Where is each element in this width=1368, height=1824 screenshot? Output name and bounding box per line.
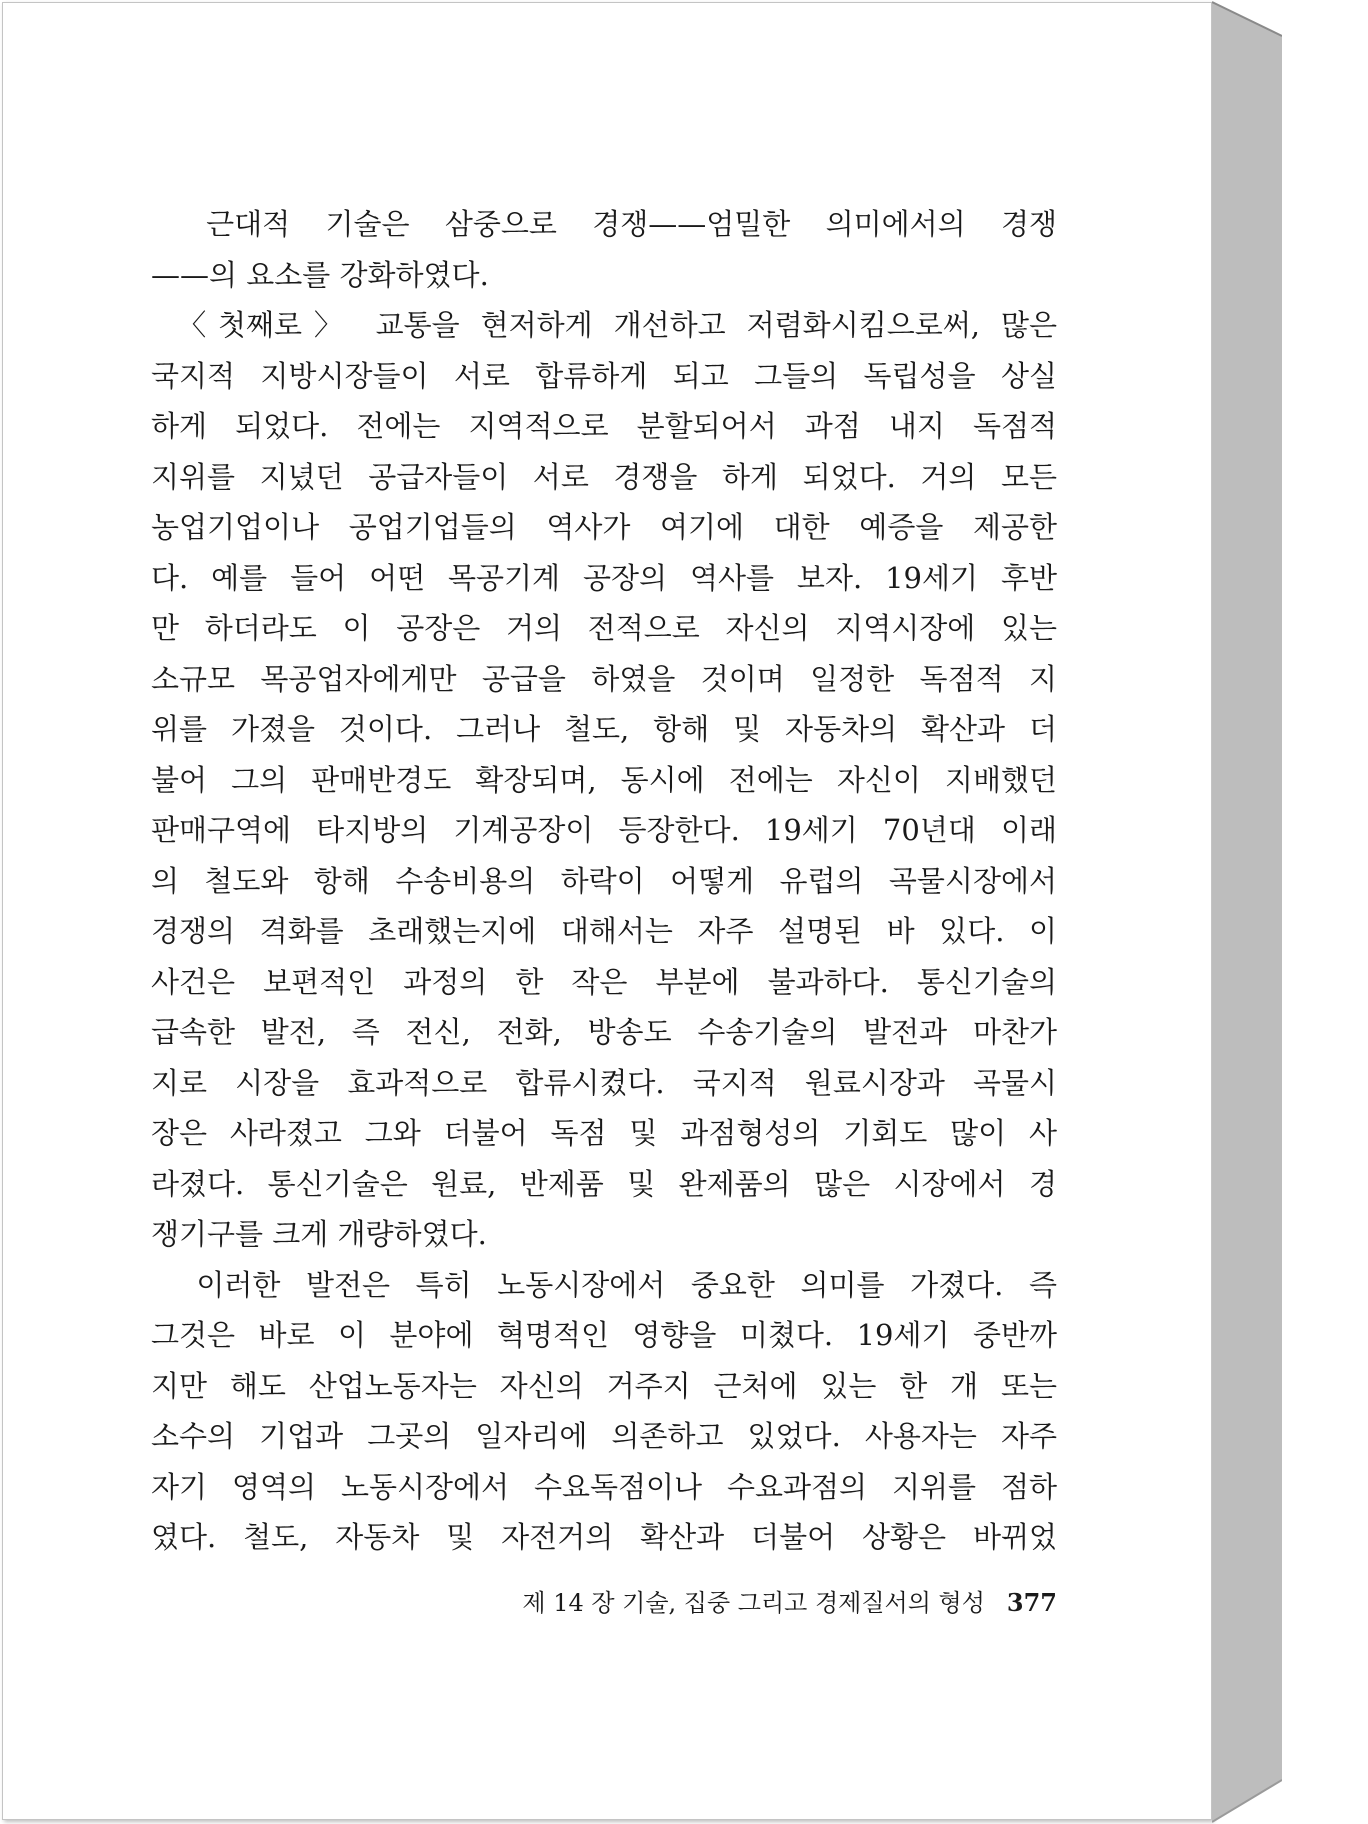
text-line: 판매구역에 타지방의 기계공장이 등장한다. 19세기 70년대 이래: [151, 813, 1057, 847]
book-edge-shape: [1212, 0, 1282, 1824]
book-edge: [1212, 0, 1282, 1824]
text-line: 〈첫째로〉 교통을 현저하게 개선하고 저렴화시킴으로써, 많은: [151, 308, 1057, 342]
text-line: 농업기업이나 공업기업들의 역사가 여기에 대한 예증을 제공한: [151, 510, 1057, 544]
text-line: 장은 사라졌고 그와 더불어 독점 및 과점형성의 기회도 많이 사: [151, 1116, 1057, 1150]
text-line: 불어 그의 판매반경도 확장되며, 동시에 전에는 자신이 지배했던: [151, 762, 1057, 797]
text-line: 라졌다. 통신기술은 원료, 반제품 및 완제품의 많은 시장에서 경: [151, 1166, 1057, 1201]
text-line: 지만 해도 산업노동자는 자신의 거주지 근처에 있는 한 개 또는: [151, 1368, 1057, 1403]
text-line: 사건은 보편적인 과정의 한 작은 부분에 불과하다. 통신기술의: [151, 964, 1057, 999]
text-line: 경쟁의 격화를 초래했는지에 대해서는 자주 설명된 바 있다. 이: [151, 914, 1057, 948]
text-line: 다. 예를 들어 어떤 목공기계 공장의 역사를 보자. 19세기 후반: [151, 560, 1057, 595]
page-number: 377: [1006, 1588, 1057, 1617]
text-line: 근대적 기술은 삼중으로 경쟁——엄밀한 의미에서의 경쟁: [151, 207, 1057, 241]
text-line: 소수의 기업과 그곳의 일자리에 의존하고 있었다. 사용자는 자주: [151, 1419, 1057, 1453]
text-line: 쟁기구를 크게 개량하였다.: [151, 1217, 487, 1251]
text-line: 이러한 발전은 특히 노동시장에서 중요한 의미를 가졌다. 즉: [151, 1267, 1057, 1302]
text-line: 하게 되었다. 전에는 지역적으로 분할되어서 과점 내지 독점적: [151, 409, 1057, 443]
text-line: 소규모 목공업자에게만 공급을 하였을 것이며 일정한 독점적 지: [151, 661, 1057, 696]
text-line: 급속한 발전, 즉 전신, 전화, 방송도 수송기술의 발전과 마찬가: [151, 1015, 1057, 1049]
text-line: 였다. 철도, 자동차 및 자전거의 확산과 더불어 상황은 바뀌었: [151, 1520, 1057, 1554]
text-line: 만 하더라도 이 공장은 거의 전적으로 자신의 지역시장에 있는: [151, 611, 1057, 645]
running-footer-chapter: 제 14 장 기술, 집중 그리고 경제질서의 형성: [522, 1589, 985, 1617]
text-line: 의 철도와 항해 수송비용의 하락이 어떻게 유럽의 곡물시장에서: [151, 863, 1057, 898]
text-line: 지로 시장을 효과적으로 합류시켰다. 국지적 원료시장과 곡물시: [151, 1065, 1057, 1100]
book-page: [2, 2, 1212, 1820]
text-line: 그것은 바로 이 분야에 혁명적인 영향을 미쳤다. 19세기 중반까: [151, 1318, 1057, 1352]
text-line: 자기 영역의 노동시장에서 수요독점이나 수요과점의 지위를 점하: [151, 1469, 1057, 1504]
text-line: 위를 가졌을 것이다. 그러나 철도, 항해 및 자동차의 확산과 더: [151, 712, 1057, 746]
text-line: 지위를 지녔던 공급자들이 서로 경쟁을 하게 되었다. 거의 모든: [151, 459, 1057, 494]
text-line: 국지적 지방시장들이 서로 합류하게 되고 그들의 독립성을 상실: [151, 358, 1057, 393]
page-footer: [151, 1583, 1057, 1618]
text-line: ——의 요소를 강화하였다.: [151, 257, 489, 292]
body-text: [151, 199, 1057, 1563]
